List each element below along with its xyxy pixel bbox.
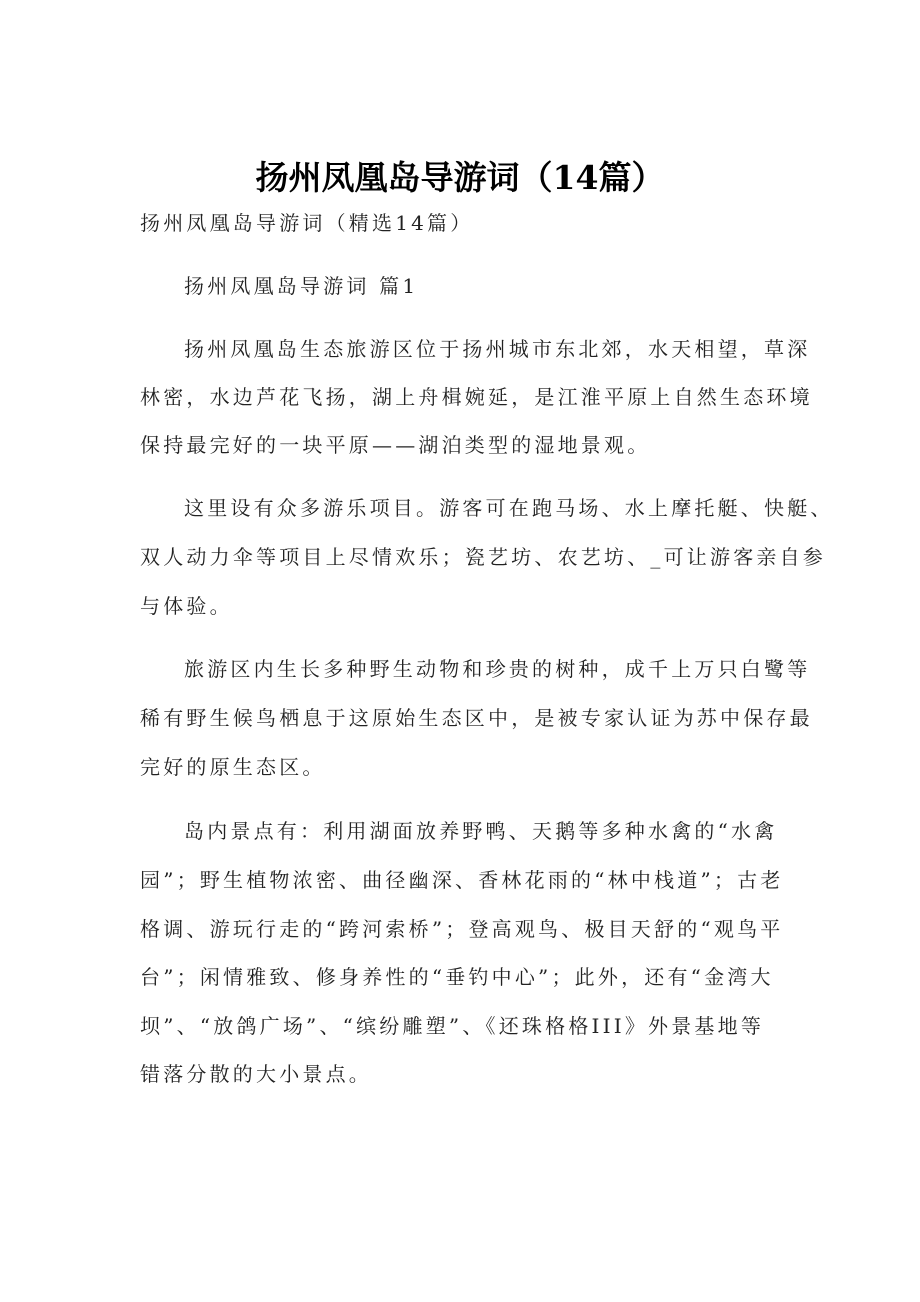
document-subtitle: 扬州凤凰岛导游词（精选14篇）	[140, 211, 474, 235]
paragraph-line: 坝”、“放鸽广场”、“缤纷雕塑”、《还珠格格III》外景基地等	[140, 1014, 765, 1038]
paragraph-line: 格调、游玩行走的“跨河索桥”；登高观鸟、极目天舒的“观鸟平	[140, 917, 784, 941]
paragraph-line: 园”；野生植物浓密、曲径幽深、香林花雨的“林中栈道”；古老	[140, 868, 784, 892]
paragraph-line: 完好的原生态区。	[140, 755, 326, 779]
section-heading: 扬州凤凰岛导游词 篇1	[184, 274, 419, 298]
paragraph-line: 旅游区内生长多种野生动物和珍贵的树种，成千上万只白鹭等	[184, 657, 811, 681]
paragraph-line: 保持最完好的一块平原——湖泊类型的湿地景观。	[140, 433, 651, 457]
paragraph-line: 与体验。	[140, 594, 233, 618]
paragraph-line: 林密，水边芦花飞扬，湖上舟楫婉延，是江淮平原上自然生态环境	[140, 385, 813, 409]
paragraph-line: 稀有野生候鸟栖息于这原始生态区中，是被专家认证为苏中保存最	[140, 706, 813, 730]
paragraph-line: 错落分散的大小景点。	[140, 1062, 372, 1086]
paragraph-line: 扬州凤凰岛生态旅游区位于扬州城市东北郊，水天相望，草深	[184, 337, 811, 361]
paragraph-line: 双人动力伞等项目上尽情欢乐；瓷艺坊、农艺坊、_可让游客亲自参	[140, 545, 826, 569]
paragraph-line: 台”；闲情雅致、修身养性的“垂钓中心”；此外，还有“金湾大	[140, 965, 774, 989]
paragraph-line: 岛内景点有：利用湖面放养野鸭、天鹅等多种水禽的“水禽	[184, 819, 778, 843]
document-title: 扬州凤凰岛导游词（14篇）	[255, 158, 665, 197]
paragraph-line: 这里设有众多游乐项目。游客可在跑马场、水上摩托艇、快艇、	[184, 496, 834, 520]
